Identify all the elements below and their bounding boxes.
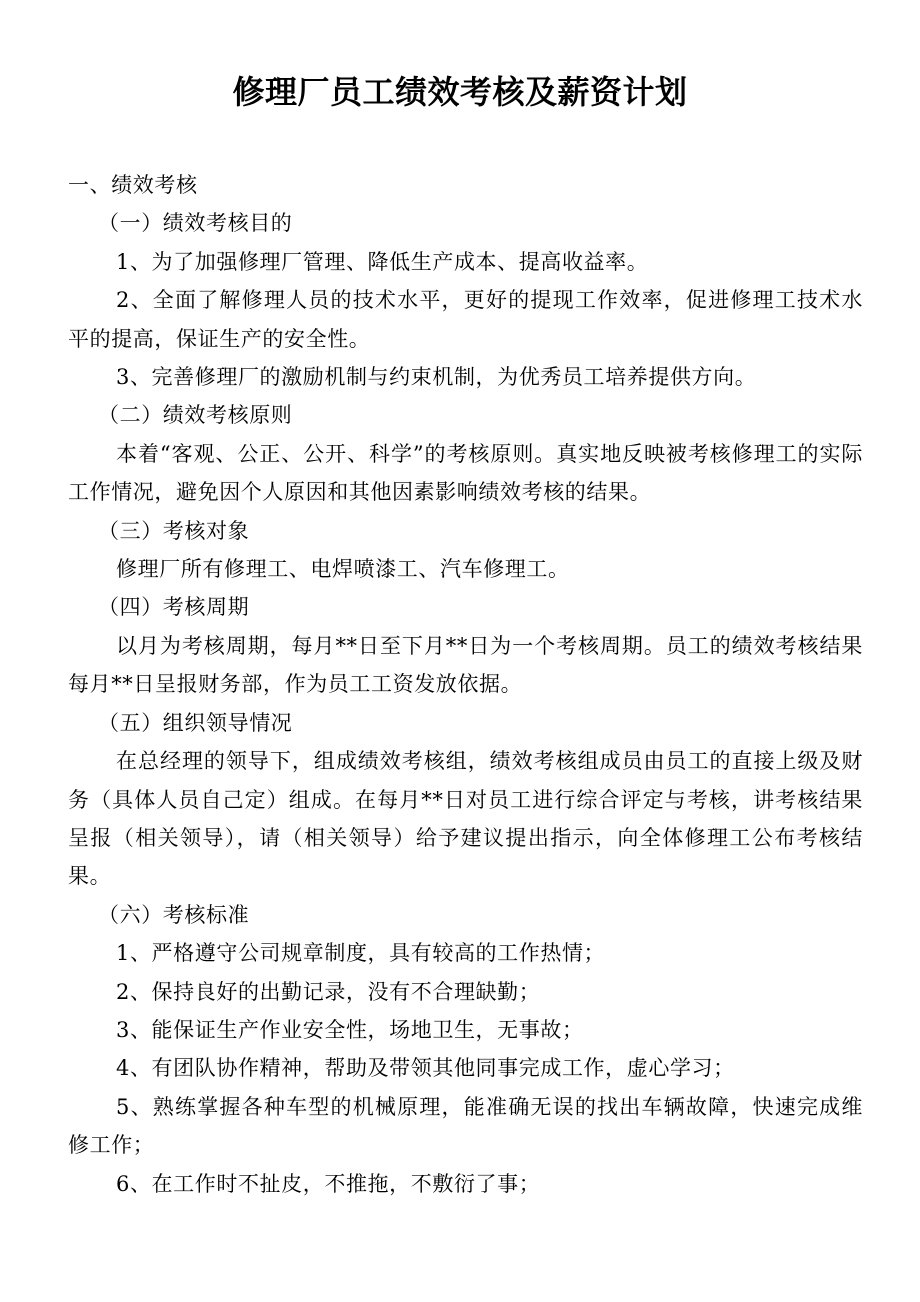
paragraph: 以月为考核周期，每月**日至下月**日为一个考核周期。员工的绩效考核结果每月**日呈报财务部，作为员工工资发放依据。 <box>68 633 863 697</box>
list-item: 2、保持良好的出勤记录，没有不合理缺勤； <box>116 979 541 1004</box>
paragraph: 2、全面了解修理人员的技术水平，更好的提现工作效率，促进修理工技术水平的提高，保证生产的安全性。 <box>68 288 863 351</box>
list-item: 1、严格遵守公司规章制度，具有较高的工作热情； <box>116 941 606 966</box>
paragraph: 3、完善修理厂的激励机制与约束机制，为优秀员工培养提供方向。 <box>116 365 757 390</box>
subsection-heading: （三）考核对象 <box>98 518 250 543</box>
list-item: 6、在工作时不扯皮，不推拖，不敷衍了事； <box>116 1171 541 1196</box>
subsection-heading: （五）组织领导情况 <box>98 710 293 735</box>
document-body <box>68 166 863 1203</box>
subsection-heading: （二）绩效考核原则 <box>98 403 293 428</box>
paragraph: 1、为了加强修理厂管理、降低生产成本、提高收益率。 <box>116 249 649 274</box>
paragraph: 本着“客观、公正、公开、科学”的考核原则。真实地反映被考核修理工的实际工作情况，避免因个人原因和其他因素影响绩效考核的结果。 <box>68 441 863 505</box>
paragraph: 修理厂所有修理工、电焊喷漆工、汽车修理工。 <box>116 557 570 582</box>
subsection-heading: （一）绩效考核目的 <box>98 211 293 236</box>
list-item: 5、熟练掌握各种车型的机械原理，能准确无误的找出车辆故障，快速完成维修工作； <box>68 1094 863 1158</box>
list-item: 3、能保证生产作业安全性，场地卫生，无事故； <box>116 1017 584 1042</box>
section-heading: 一、绩效考核 <box>68 173 198 197</box>
subsection-heading: （六）考核标准 <box>98 902 250 927</box>
document-title: 修理厂员工绩效考核及薪资计划 <box>232 73 688 111</box>
list-item: 4、有团队协作精神，帮助及带领其他同事完成工作，虚心学习； <box>116 1056 735 1081</box>
subsection-heading: （四）考核周期 <box>98 595 250 620</box>
paragraph: 在总经理的领导下，组成绩效考核组，绩效考核组成员由员工的直接上级及财务（具体人员自己定）组成。在每月**日对员工进行综合评定与考核，讲考核结果呈报（相关领导），请（相关领导）给予建议提出指示，向全体修理工公布考核结果。 <box>68 749 863 889</box>
